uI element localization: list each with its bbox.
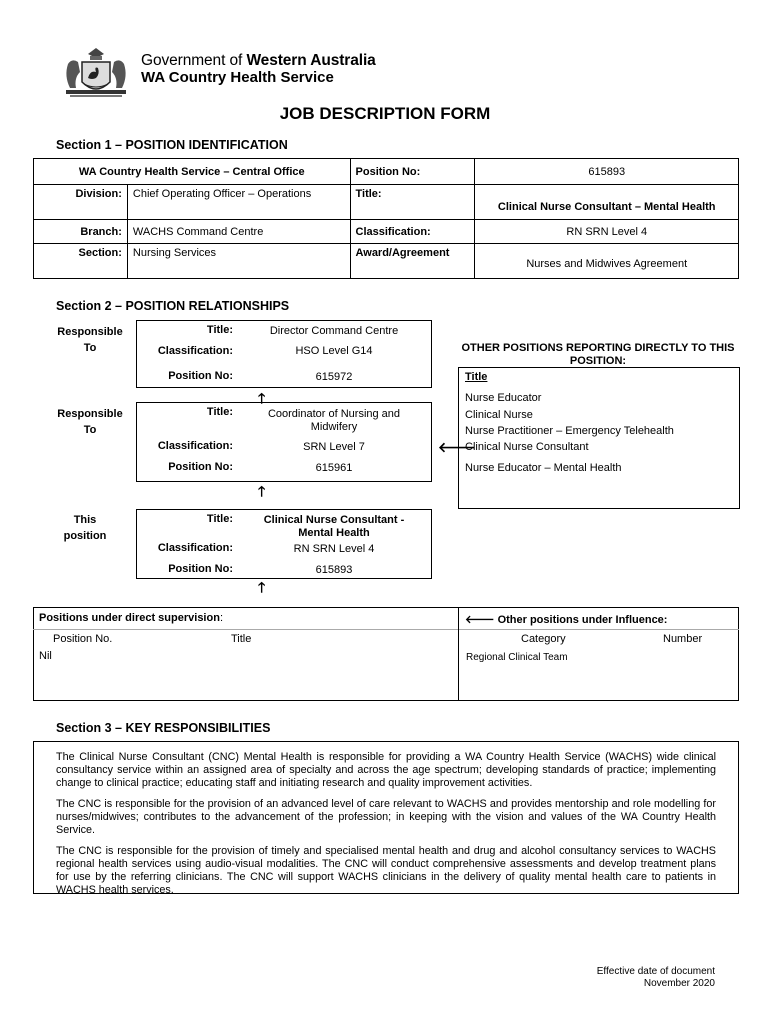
box2-title: Coordinator of Nursing and Midwifery <box>267 408 401 433</box>
wa-coat-of-arms-icon <box>60 44 132 104</box>
influence-value: Regional Clinical Team <box>466 652 568 663</box>
box1-classification: HSO Level G14 <box>295 345 373 357</box>
effective-date-block <box>597 966 715 990</box>
table-divider <box>33 629 739 630</box>
other-position-item: Nurse Educator – Mental Health <box>465 462 622 474</box>
box1-position-no-label: Position No: <box>168 370 233 382</box>
section2-heading: Section 2 – POSITION RELATIONSHIPS <box>56 299 290 313</box>
responsible-to-label-2: Responsible To <box>57 408 123 436</box>
other-positions-heading: OTHER POSITIONS REPORTING DIRECTLY TO THIS POSITION: <box>461 342 735 367</box>
box3-classification-label: Classification: <box>157 542 233 554</box>
box2-position-no-label: Position No: <box>168 461 233 473</box>
position-identification-table <box>33 158 739 279</box>
arrow-left-icon: 🡐 <box>438 439 476 455</box>
form-title: JOB DESCRIPTION FORM <box>279 104 491 123</box>
title-value: Clinical Nurse Consultant – Mental Health <box>475 185 739 220</box>
award-value: Nurses and Midwives Agreement <box>475 244 739 279</box>
supervision-heading: Positions under direct supervision: <box>39 612 223 624</box>
classification-value: RN SRN Level 4 <box>475 220 739 244</box>
col-position-no: Position No. <box>53 633 113 645</box>
org-name-line1: Government of Western Australia <box>141 52 376 69</box>
box1-title: Director Command Centre <box>269 325 399 337</box>
box3-position-no: 615893 <box>315 564 353 576</box>
this-position-label: This position <box>63 514 107 542</box>
position-no-value: 615893 <box>475 159 739 185</box>
col-category: Category <box>521 633 566 645</box>
branch-value: WACHS Command Centre <box>127 220 350 244</box>
section-label: Section: <box>34 244 128 279</box>
table-column-divider <box>458 607 459 701</box>
box1-title-label: Title: <box>206 324 233 336</box>
box3-title: Clinical Nurse Consultant - Mental Health <box>263 514 405 539</box>
arrow-up-icon: 🡑 <box>258 390 266 406</box>
arrow-up-icon: 🡑 <box>258 483 266 499</box>
box2-title-label: Title: <box>206 406 233 418</box>
other-position-item: Nurse Educator <box>465 392 542 404</box>
effective-date-value: November 2020 <box>643 978 715 989</box>
position-no-label: Position No: <box>350 159 475 185</box>
section-value: Nursing Services <box>127 244 350 279</box>
responsibility-paragraph: The CNC is responsible for the provision of timely and specialised mental health and drug and alcohol consultancy services to WACHS regional health services using audio-visual modalities. The CNC will conduct comprehensive assessments and develop treatment plans for use by the referring clinicians. The CNC will support WACHS clinicians in the delivery of quality mental health care to patients in WACHS health services. <box>56 845 716 896</box>
award-label: Award/Agreement <box>350 244 475 279</box>
arrow-up-icon: 🡑 <box>258 579 266 595</box>
responsible-to-label-1: Responsible To <box>57 326 123 354</box>
box2-classification: SRN Level 7 <box>303 441 365 453</box>
box3-title-label: Title: <box>206 513 233 525</box>
other-positions-box <box>458 367 740 509</box>
branch-label: Branch: <box>34 220 128 244</box>
responsibility-paragraph: The Clinical Nurse Consultant (CNC) Mental Health is responsible for providing a WA Country Health Service (WACHS) wide clinical consultancy service within an assigned area of specialty and across the age spectrum; developing standards of practice; implementing change to clinical practice; educating staff and initiating research and quality improvement activities. <box>56 751 716 789</box>
section3-heading: Section 3 – KEY RESPONSIBILITIES <box>56 721 271 735</box>
division-label: Division: <box>34 185 128 220</box>
responsibility-paragraph: The CNC is responsible for the provision of an advanced level of care relevant to WACHS and provides mentorship and role modelling for nurses/midwives; contributes to the advancement of the profession; in keeping with the vision and values of the WA Country Health Service. <box>56 798 716 836</box>
col-number: Number <box>663 633 703 645</box>
box1-position-no: 615972 <box>315 371 353 383</box>
box2-classification-label: Classification: <box>157 440 233 452</box>
title-label: Title: <box>350 185 475 220</box>
division-value: Chief Operating Officer – Operations <box>127 185 350 220</box>
box3-position-no-label: Position No: <box>168 563 233 575</box>
other-position-item: Clinical Nurse Consultant <box>465 441 589 453</box>
other-position-item: Nurse Practitioner – Emergency Telehealth <box>465 425 674 437</box>
office-cell: WA Country Health Service – Central Office <box>34 159 351 185</box>
classification-label: Classification: <box>350 220 475 244</box>
arrow-left-icon: 🡐 <box>465 614 498 626</box>
box2-position-no: 615961 <box>315 462 353 474</box>
other-positions-title-header: Title <box>465 371 488 383</box>
other-position-item: Clinical Nurse <box>465 409 533 421</box>
supervision-value: Nil <box>39 650 52 662</box>
section1-heading: Section 1 – POSITION IDENTIFICATION <box>56 138 288 152</box>
influence-heading: 🡐 Other positions under Influence: <box>465 614 668 626</box>
col-title: Title <box>231 633 252 645</box>
key-responsibilities-box <box>33 741 739 894</box>
effective-date-label: Effective date of document <box>596 966 715 977</box>
org-name-line2: WA Country Health Service <box>141 69 334 86</box>
box3-classification: RN SRN Level 4 <box>293 543 375 555</box>
box1-classification-label: Classification: <box>157 345 233 357</box>
